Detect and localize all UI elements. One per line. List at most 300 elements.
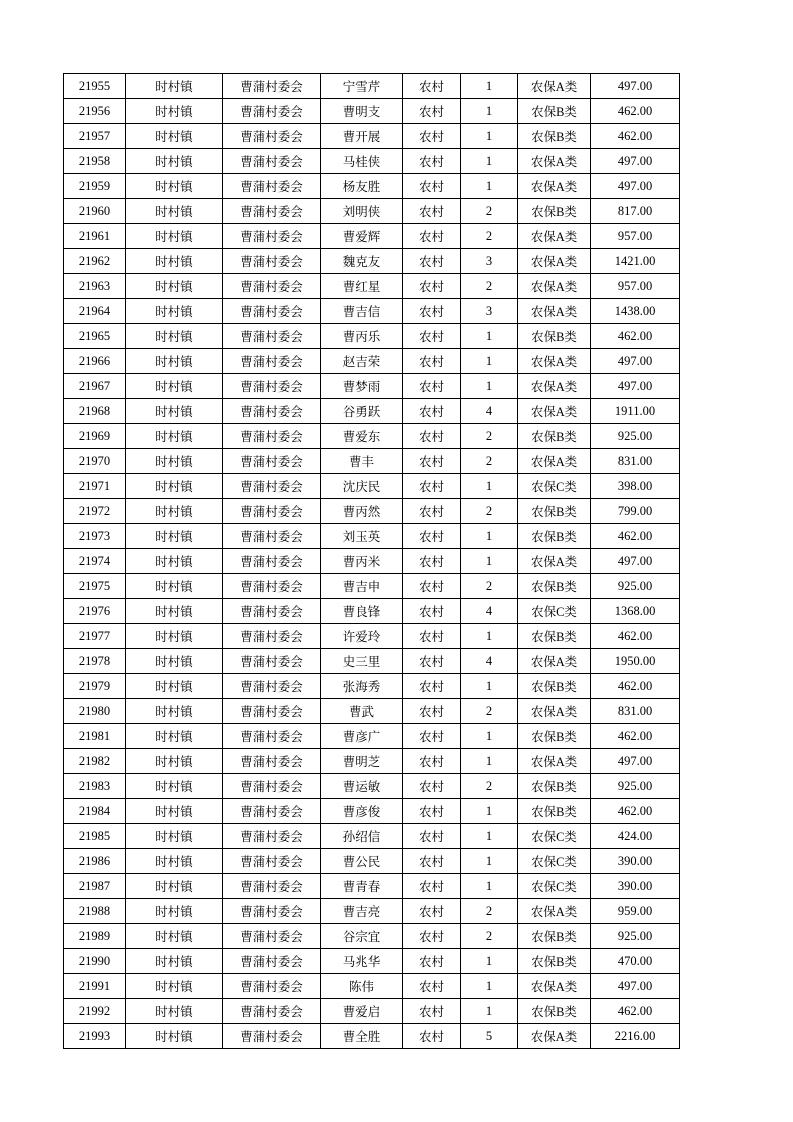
cell-count: 3 [461, 249, 518, 274]
cell-town: 时村镇 [126, 274, 223, 299]
table-row [64, 649, 680, 674]
cell-category: 农保A类 [518, 149, 591, 174]
table-row [64, 449, 680, 474]
cell-town: 时村镇 [126, 424, 223, 449]
cell-category: 农保C类 [518, 474, 591, 499]
cell-type: 农村 [403, 949, 461, 974]
cell-category: 农保B类 [518, 99, 591, 124]
cell-town: 时村镇 [126, 524, 223, 549]
cell-count: 2 [461, 499, 518, 524]
cell-name: 孙绍信 [321, 824, 403, 849]
cell-type: 农村 [403, 249, 461, 274]
cell-category: 农保A类 [518, 1024, 591, 1049]
cell-town: 时村镇 [126, 724, 223, 749]
cell-category: 农保B类 [518, 724, 591, 749]
cell-amount: 462.00 [591, 799, 680, 824]
cell-town: 时村镇 [126, 999, 223, 1024]
cell-amount: 497.00 [591, 974, 680, 999]
table-row [64, 349, 680, 374]
cell-amount: 817.00 [591, 199, 680, 224]
cell-name: 曹彦俊 [321, 799, 403, 824]
cell-name: 谷勇跃 [321, 399, 403, 424]
cell-amount: 957.00 [591, 274, 680, 299]
table-row [64, 874, 680, 899]
cell-amount: 462.00 [591, 999, 680, 1024]
cell-name: 曹丙然 [321, 499, 403, 524]
cell-id: 21967 [64, 374, 126, 399]
cell-type: 农村 [403, 474, 461, 499]
cell-name: 曹爱启 [321, 999, 403, 1024]
cell-category: 农保A类 [518, 299, 591, 324]
cell-count: 2 [461, 224, 518, 249]
cell-count: 2 [461, 449, 518, 474]
cell-type: 农村 [403, 574, 461, 599]
cell-type: 农村 [403, 174, 461, 199]
cell-village: 曹蒲村委会 [223, 274, 321, 299]
cell-count: 1 [461, 524, 518, 549]
cell-count: 4 [461, 399, 518, 424]
cell-id: 21977 [64, 624, 126, 649]
cell-name: 曹爱辉 [321, 224, 403, 249]
cell-town: 时村镇 [126, 849, 223, 874]
cell-village: 曹蒲村委会 [223, 849, 321, 874]
cell-count: 1 [461, 324, 518, 349]
cell-amount: 462.00 [591, 524, 680, 549]
table-row [64, 499, 680, 524]
cell-count: 1 [461, 174, 518, 199]
cell-count: 1 [461, 99, 518, 124]
table-row [64, 324, 680, 349]
cell-town: 时村镇 [126, 924, 223, 949]
cell-count: 1 [461, 149, 518, 174]
table-row [64, 949, 680, 974]
cell-id: 21960 [64, 199, 126, 224]
cell-town: 时村镇 [126, 324, 223, 349]
cell-id: 21986 [64, 849, 126, 874]
cell-type: 农村 [403, 499, 461, 524]
table-body [64, 74, 680, 1049]
cell-amount: 925.00 [591, 774, 680, 799]
cell-village: 曹蒲村委会 [223, 824, 321, 849]
cell-town: 时村镇 [126, 224, 223, 249]
cell-village: 曹蒲村委会 [223, 224, 321, 249]
cell-category: 农保A类 [518, 649, 591, 674]
cell-count: 1 [461, 799, 518, 824]
cell-id: 21959 [64, 174, 126, 199]
cell-village: 曹蒲村委会 [223, 124, 321, 149]
cell-id: 21961 [64, 224, 126, 249]
cell-village: 曹蒲村委会 [223, 549, 321, 574]
cell-village: 曹蒲村委会 [223, 674, 321, 699]
cell-id: 21957 [64, 124, 126, 149]
cell-amount: 925.00 [591, 924, 680, 949]
table-row [64, 424, 680, 449]
cell-amount: 831.00 [591, 449, 680, 474]
cell-village: 曹蒲村委会 [223, 974, 321, 999]
cell-village: 曹蒲村委会 [223, 74, 321, 99]
cell-type: 农村 [403, 724, 461, 749]
cell-count: 1 [461, 374, 518, 399]
cell-category: 农保A类 [518, 274, 591, 299]
cell-amount: 1950.00 [591, 649, 680, 674]
cell-town: 时村镇 [126, 624, 223, 649]
cell-name: 曹吉亮 [321, 899, 403, 924]
cell-type: 农村 [403, 649, 461, 674]
table-row [64, 149, 680, 174]
cell-category: 农保A类 [518, 174, 591, 199]
cell-town: 时村镇 [126, 399, 223, 424]
cell-village: 曹蒲村委会 [223, 774, 321, 799]
cell-town: 时村镇 [126, 574, 223, 599]
cell-count: 2 [461, 274, 518, 299]
cell-category: 农保C类 [518, 849, 591, 874]
cell-village: 曹蒲村委会 [223, 724, 321, 749]
cell-count: 1 [461, 949, 518, 974]
cell-id: 21987 [64, 874, 126, 899]
cell-id: 21985 [64, 824, 126, 849]
cell-category: 农保A类 [518, 74, 591, 99]
cell-name: 马桂侠 [321, 149, 403, 174]
cell-town: 时村镇 [126, 174, 223, 199]
cell-village: 曹蒲村委会 [223, 199, 321, 224]
cell-name: 曹爱东 [321, 424, 403, 449]
cell-village: 曹蒲村委会 [223, 624, 321, 649]
cell-type: 农村 [403, 149, 461, 174]
table-row [64, 199, 680, 224]
cell-count: 1 [461, 849, 518, 874]
cell-type: 农村 [403, 399, 461, 424]
cell-category: 农保B类 [518, 774, 591, 799]
cell-type: 农村 [403, 549, 461, 574]
cell-type: 农村 [403, 974, 461, 999]
cell-id: 21962 [64, 249, 126, 274]
cell-id: 21968 [64, 399, 126, 424]
cell-name: 曹吉信 [321, 299, 403, 324]
cell-type: 农村 [403, 749, 461, 774]
cell-village: 曹蒲村委会 [223, 574, 321, 599]
table-row [64, 549, 680, 574]
cell-id: 21992 [64, 999, 126, 1024]
cell-category: 农保B类 [518, 424, 591, 449]
table-row [64, 724, 680, 749]
cell-count: 1 [461, 974, 518, 999]
cell-amount: 470.00 [591, 949, 680, 974]
cell-town: 时村镇 [126, 499, 223, 524]
cell-id: 21963 [64, 274, 126, 299]
cell-count: 2 [461, 924, 518, 949]
table-row [64, 474, 680, 499]
cell-category: 农保B类 [518, 199, 591, 224]
cell-type: 农村 [403, 999, 461, 1024]
cell-type: 农村 [403, 799, 461, 824]
cell-count: 5 [461, 1024, 518, 1049]
cell-category: 农保B类 [518, 624, 591, 649]
table-row [64, 249, 680, 274]
cell-id: 21971 [64, 474, 126, 499]
cell-town: 时村镇 [126, 299, 223, 324]
cell-amount: 462.00 [591, 724, 680, 749]
cell-town: 时村镇 [126, 249, 223, 274]
cell-name: 曹青春 [321, 874, 403, 899]
table-row [64, 599, 680, 624]
cell-name: 曹明芝 [321, 749, 403, 774]
table-row [64, 974, 680, 999]
table-row [64, 1024, 680, 1049]
cell-amount: 462.00 [591, 624, 680, 649]
cell-category: 农保C类 [518, 874, 591, 899]
cell-town: 时村镇 [126, 824, 223, 849]
cell-category: 农保B类 [518, 674, 591, 699]
cell-town: 时村镇 [126, 1024, 223, 1049]
cell-type: 农村 [403, 874, 461, 899]
cell-amount: 497.00 [591, 74, 680, 99]
cell-village: 曹蒲村委会 [223, 999, 321, 1024]
cell-category: 农保A类 [518, 224, 591, 249]
cell-id: 21982 [64, 749, 126, 774]
cell-count: 1 [461, 824, 518, 849]
cell-name: 曹运敏 [321, 774, 403, 799]
cell-type: 农村 [403, 699, 461, 724]
cell-town: 时村镇 [126, 449, 223, 474]
cell-name: 曹红星 [321, 274, 403, 299]
cell-amount: 462.00 [591, 674, 680, 699]
table-row [64, 699, 680, 724]
cell-count: 1 [461, 724, 518, 749]
cell-town: 时村镇 [126, 474, 223, 499]
cell-category: 农保B类 [518, 524, 591, 549]
table-row [64, 674, 680, 699]
cell-count: 1 [461, 749, 518, 774]
table-row [64, 374, 680, 399]
cell-town: 时村镇 [126, 899, 223, 924]
cell-village: 曹蒲村委会 [223, 99, 321, 124]
cell-id: 21973 [64, 524, 126, 549]
cell-amount: 2216.00 [591, 1024, 680, 1049]
cell-amount: 497.00 [591, 174, 680, 199]
cell-amount: 390.00 [591, 874, 680, 899]
cell-town: 时村镇 [126, 99, 223, 124]
table-row [64, 224, 680, 249]
cell-id: 21972 [64, 499, 126, 524]
cell-amount: 424.00 [591, 824, 680, 849]
cell-type: 农村 [403, 899, 461, 924]
cell-amount: 1368.00 [591, 599, 680, 624]
cell-name: 曹丰 [321, 449, 403, 474]
cell-type: 农村 [403, 824, 461, 849]
cell-town: 时村镇 [126, 974, 223, 999]
cell-name: 曹吉申 [321, 574, 403, 599]
cell-category: 农保C类 [518, 824, 591, 849]
cell-town: 时村镇 [126, 149, 223, 174]
cell-name: 曹良锋 [321, 599, 403, 624]
cell-town: 时村镇 [126, 649, 223, 674]
cell-type: 农村 [403, 74, 461, 99]
cell-amount: 959.00 [591, 899, 680, 924]
cell-id: 21993 [64, 1024, 126, 1049]
cell-amount: 497.00 [591, 549, 680, 574]
table-row [64, 824, 680, 849]
cell-id: 21974 [64, 549, 126, 574]
cell-type: 农村 [403, 449, 461, 474]
cell-category: 农保B类 [518, 499, 591, 524]
cell-village: 曹蒲村委会 [223, 749, 321, 774]
cell-category: 农保A类 [518, 449, 591, 474]
cell-amount: 462.00 [591, 99, 680, 124]
cell-name: 刘玉英 [321, 524, 403, 549]
cell-amount: 1438.00 [591, 299, 680, 324]
cell-amount: 497.00 [591, 374, 680, 399]
cell-village: 曹蒲村委会 [223, 249, 321, 274]
cell-category: 农保B类 [518, 124, 591, 149]
cell-type: 农村 [403, 674, 461, 699]
cell-count: 1 [461, 124, 518, 149]
cell-count: 1 [461, 874, 518, 899]
cell-village: 曹蒲村委会 [223, 874, 321, 899]
cell-amount: 957.00 [591, 224, 680, 249]
cell-id: 21979 [64, 674, 126, 699]
cell-name: 曹公民 [321, 849, 403, 874]
cell-type: 农村 [403, 374, 461, 399]
cell-village: 曹蒲村委会 [223, 399, 321, 424]
cell-name: 宁雪芹 [321, 74, 403, 99]
cell-town: 时村镇 [126, 74, 223, 99]
cell-village: 曹蒲村委会 [223, 349, 321, 374]
cell-village: 曹蒲村委会 [223, 1024, 321, 1049]
cell-amount: 1421.00 [591, 249, 680, 274]
cell-count: 1 [461, 674, 518, 699]
table-row [64, 124, 680, 149]
cell-id: 21970 [64, 449, 126, 474]
cell-name: 马兆华 [321, 949, 403, 974]
cell-town: 时村镇 [126, 549, 223, 574]
cell-id: 21958 [64, 149, 126, 174]
cell-name: 张海秀 [321, 674, 403, 699]
cell-count: 2 [461, 699, 518, 724]
table-row [64, 749, 680, 774]
cell-village: 曹蒲村委会 [223, 949, 321, 974]
cell-category: 农保A类 [518, 399, 591, 424]
cell-id: 21956 [64, 99, 126, 124]
cell-village: 曹蒲村委会 [223, 174, 321, 199]
cell-amount: 390.00 [591, 849, 680, 874]
table-row [64, 524, 680, 549]
cell-type: 农村 [403, 324, 461, 349]
cell-id: 21991 [64, 974, 126, 999]
cell-id: 21988 [64, 899, 126, 924]
table-row [64, 274, 680, 299]
cell-village: 曹蒲村委会 [223, 699, 321, 724]
cell-name: 沈庆民 [321, 474, 403, 499]
cell-count: 4 [461, 599, 518, 624]
cell-id: 21980 [64, 699, 126, 724]
cell-id: 21981 [64, 724, 126, 749]
table-row [64, 399, 680, 424]
cell-amount: 497.00 [591, 149, 680, 174]
cell-town: 时村镇 [126, 774, 223, 799]
cell-town: 时村镇 [126, 749, 223, 774]
cell-category: 农保A类 [518, 899, 591, 924]
cell-category: 农保B类 [518, 799, 591, 824]
cell-type: 农村 [403, 349, 461, 374]
cell-village: 曹蒲村委会 [223, 899, 321, 924]
table-row [64, 999, 680, 1024]
cell-category: 农保A类 [518, 549, 591, 574]
cell-name: 曹明支 [321, 99, 403, 124]
cell-name: 曹丙乐 [321, 324, 403, 349]
cell-town: 时村镇 [126, 199, 223, 224]
cell-type: 农村 [403, 524, 461, 549]
table-row [64, 74, 680, 99]
cell-count: 1 [461, 74, 518, 99]
cell-town: 时村镇 [126, 674, 223, 699]
cell-village: 曹蒲村委会 [223, 599, 321, 624]
cell-id: 21966 [64, 349, 126, 374]
cell-village: 曹蒲村委会 [223, 924, 321, 949]
cell-count: 2 [461, 774, 518, 799]
cell-category: 农保A类 [518, 249, 591, 274]
cell-count: 1 [461, 474, 518, 499]
cell-village: 曹蒲村委会 [223, 449, 321, 474]
cell-town: 时村镇 [126, 599, 223, 624]
cell-village: 曹蒲村委会 [223, 474, 321, 499]
table-row [64, 174, 680, 199]
cell-amount: 497.00 [591, 349, 680, 374]
cell-village: 曹蒲村委会 [223, 424, 321, 449]
table-row [64, 849, 680, 874]
cell-name: 史三里 [321, 649, 403, 674]
cell-name: 魏克友 [321, 249, 403, 274]
cell-town: 时村镇 [126, 799, 223, 824]
table-row [64, 624, 680, 649]
cell-id: 21989 [64, 924, 126, 949]
cell-count: 1 [461, 349, 518, 374]
cell-amount: 462.00 [591, 324, 680, 349]
cell-amount: 398.00 [591, 474, 680, 499]
cell-count: 2 [461, 899, 518, 924]
cell-count: 2 [461, 574, 518, 599]
cell-type: 农村 [403, 224, 461, 249]
cell-amount: 799.00 [591, 499, 680, 524]
cell-count: 1 [461, 549, 518, 574]
cell-type: 农村 [403, 774, 461, 799]
cell-name: 曹丙米 [321, 549, 403, 574]
cell-name: 曹开展 [321, 124, 403, 149]
cell-category: 农保B类 [518, 574, 591, 599]
cell-town: 时村镇 [126, 874, 223, 899]
cell-name: 许爱玲 [321, 624, 403, 649]
cell-id: 21955 [64, 74, 126, 99]
cell-id: 21975 [64, 574, 126, 599]
cell-type: 农村 [403, 924, 461, 949]
cell-count: 1 [461, 999, 518, 1024]
records-table [63, 73, 680, 1049]
table-row [64, 774, 680, 799]
cell-town: 时村镇 [126, 349, 223, 374]
cell-category: 农保A类 [518, 349, 591, 374]
cell-category: 农保B类 [518, 924, 591, 949]
table-row [64, 924, 680, 949]
cell-category: 农保B类 [518, 999, 591, 1024]
cell-category: 农保C类 [518, 599, 591, 624]
cell-name: 谷宗宜 [321, 924, 403, 949]
cell-village: 曹蒲村委会 [223, 299, 321, 324]
cell-amount: 831.00 [591, 699, 680, 724]
cell-count: 4 [461, 649, 518, 674]
cell-name: 刘明侠 [321, 199, 403, 224]
cell-amount: 1911.00 [591, 399, 680, 424]
table-row [64, 299, 680, 324]
cell-town: 时村镇 [126, 949, 223, 974]
